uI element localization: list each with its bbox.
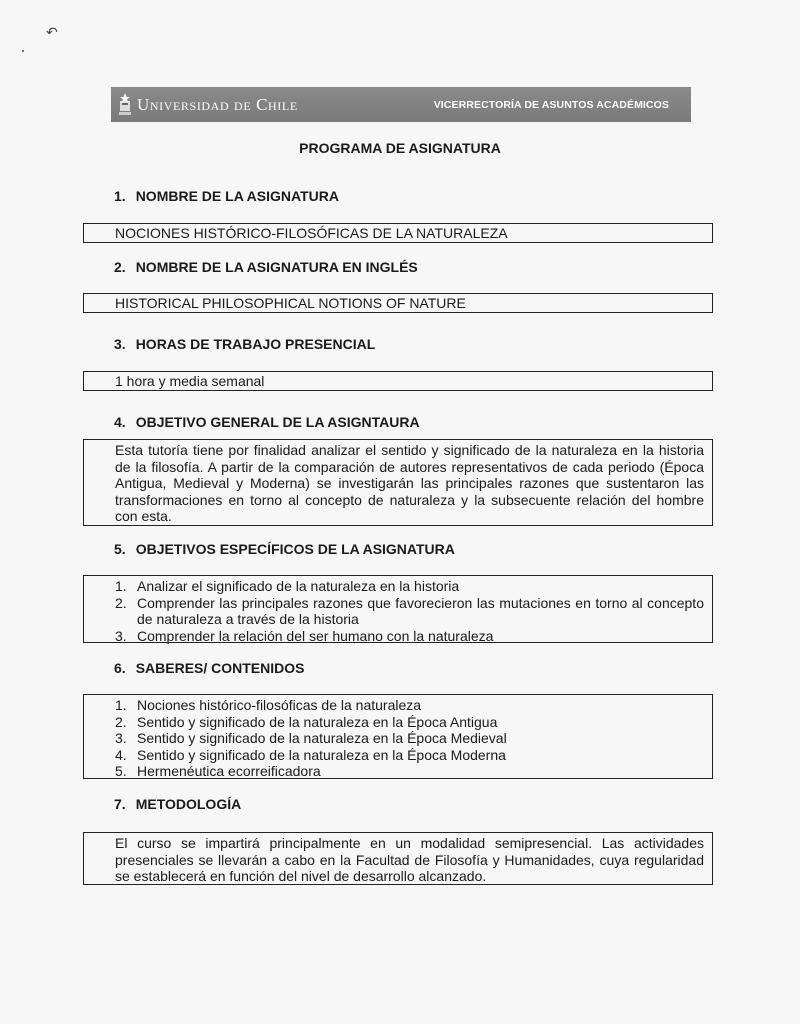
item-number: 3. [115, 730, 127, 746]
hours-value: 1 hora y media semanal [115, 373, 265, 389]
hours-box [83, 371, 713, 391]
section-heading-specific-objectives [114, 541, 455, 557]
list-item [115, 747, 704, 764]
item-number: 2. [115, 713, 127, 730]
item-text: Hermenéutica ecorreificadora [137, 763, 321, 779]
list-item [115, 595, 704, 628]
section-title: HORAS DE TRABAJO PRESENCIAL [135, 336, 376, 352]
list-item [115, 730, 704, 747]
list-item [115, 628, 704, 645]
section-heading-methodology [114, 796, 241, 812]
english-name-value: HISTORICAL PHILOSOPHICAL NOTIONS OF NATURE [115, 295, 466, 311]
item-number: 1. [115, 578, 127, 594]
section-heading-hours [114, 336, 375, 352]
section-number: 3. [114, 336, 126, 352]
section-number: 1. [114, 188, 126, 204]
item-text: Sentido y significado de la naturaleza en la Época Moderna [137, 746, 506, 763]
general-objective-text: Esta tutoría tiene por finalidad analizar el sentido y significado de la naturaleza en la historia de la filosofía. A partir de la comparación de autores representativos de cada periodo (Época Antigua, Medieval y Moderna) se investigarán las principales razones que sustentaron las transformaciones en torno al concepto de naturaleza y la subsecuente relación del hombre con esta. [115, 442, 704, 524]
item-number: 5. [115, 763, 127, 779]
item-number: 1. [115, 697, 127, 713]
section-heading-general-objective [114, 414, 420, 430]
section-number: 2. [114, 259, 126, 275]
item-number: 3. [115, 627, 127, 644]
item-text: Analizar el significado de la naturaleza en la historia [137, 578, 460, 594]
item-text: Comprender las principales razones que favorecieron las mutaciones en torno al concepto de naturaleza a través de la historia [137, 594, 704, 627]
section-title: SABERES/ CONTENIDOS [135, 660, 305, 676]
section-heading-english-name [114, 259, 418, 275]
section-title: METODOLOGÍA [135, 796, 242, 812]
institution-header-bar [111, 87, 691, 122]
list-item [115, 697, 704, 714]
methodology-text: El curso se impartirá principalmente en un modalidad semipresencial. Las actividades presenciales se llevarán a cabo en la Facultad de Filosofía y Humanidades, cuya regularidad se establecerá en función del nivel de desarrollo alcanzado. [115, 835, 704, 884]
english-name-box [83, 293, 713, 313]
list-item [115, 714, 704, 731]
section-number: 5. [114, 541, 126, 557]
document-title: PROGRAMA DE ASIGNATURA [299, 140, 501, 156]
university-crest-icon [117, 92, 133, 118]
vicerrectoria-name: VICERRECTORÍA DE ASUNTOS ACADÉMICOS [433, 98, 669, 111]
course-name-box [83, 223, 713, 243]
university-name: Universidad de Chile [137, 94, 298, 114]
methodology-box [83, 832, 713, 885]
scan-artifact-mark: ↶ [46, 24, 58, 40]
list-item [115, 763, 704, 780]
item-number: 4. [115, 746, 127, 763]
section-heading-course-name [114, 188, 339, 204]
item-text: Nociones histórico-filosóficas de la naturaleza [137, 697, 422, 713]
section-number: 6. [114, 660, 126, 676]
section-title: NOMBRE DE LA ASIGNATURA [135, 188, 339, 204]
section-title: OBJETIVOS ESPECÍFICOS DE LA ASIGNATURA [135, 541, 455, 557]
section-title: NOMBRE DE LA ASIGNATURA EN INGLÉS [135, 259, 418, 275]
item-text: Sentido y significado de la naturaleza en la Época Antigua [137, 713, 498, 730]
item-text: Sentido y significado de la naturaleza en la Época Medieval [137, 730, 507, 746]
contents-box [83, 694, 713, 779]
section-title: OBJETIVO GENERAL DE LA ASIGNTAURA [135, 414, 420, 430]
section-number: 7. [114, 796, 126, 812]
specific-objectives-box [83, 575, 713, 643]
general-objective-box [83, 439, 713, 526]
list-item [115, 578, 704, 595]
section-heading-contents [114, 660, 305, 676]
scan-artifact-dot [22, 50, 24, 52]
course-name-value: NOCIONES HISTÓRICO-FILOSÓFICAS DE LA NATURALEZA [115, 225, 508, 241]
section-number: 4. [114, 414, 126, 430]
item-text: Comprender la relación del ser humano con la naturaleza [137, 627, 494, 644]
item-number: 2. [115, 594, 127, 611]
university-logo [117, 92, 298, 118]
